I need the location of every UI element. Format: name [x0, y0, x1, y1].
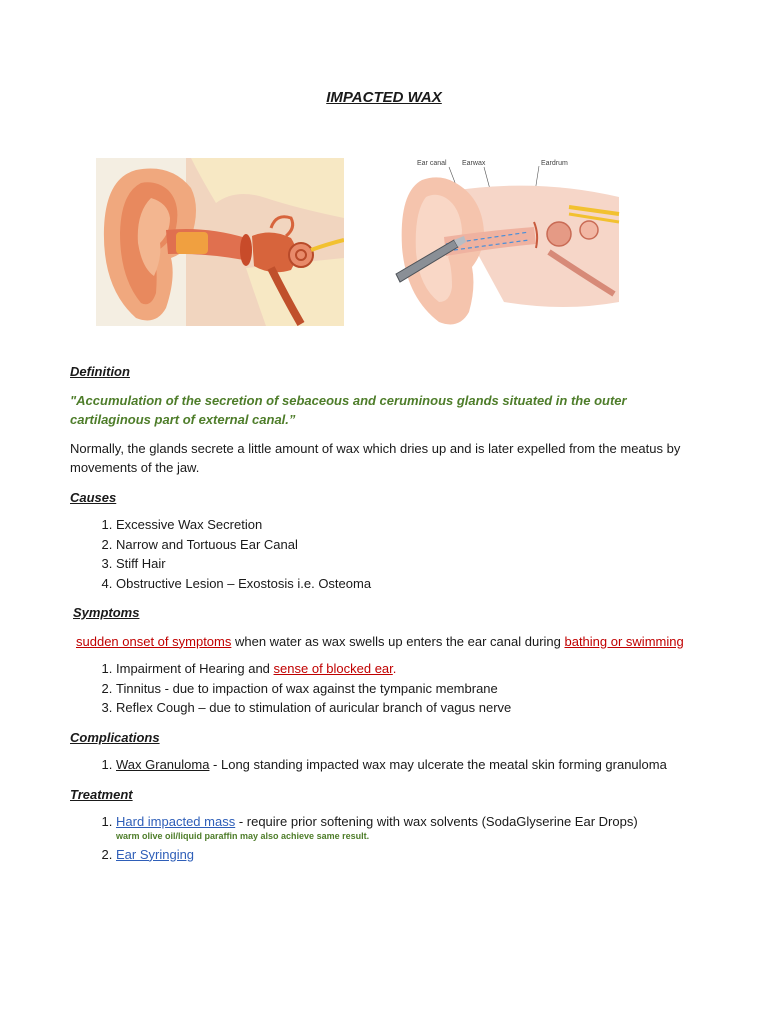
document-body [70, 362, 690, 864]
definition-quote: "Accumulation of the secretion of sebaceous and ceruminous glands situated in the outer cartilaginous part of external canal.” [70, 392, 627, 427]
symptoms-heading: Symptoms [73, 605, 140, 620]
treatment-heading: Treatment [70, 786, 133, 802]
label-ear-canal: Ear canal [417, 160, 447, 167]
symptoms-list [70, 659, 690, 718]
treatment-note: warm olive oil/liquid paraffin may also achieve same result. [116, 830, 370, 841]
symptoms-intro: sudden onset of symptoms when water as wax swells up enters the ear canal during bathing or swimming [76, 633, 684, 649]
definition-heading: Definition [70, 364, 130, 379]
causes-list [70, 515, 690, 593]
list-item: 1. Wax Granuloma - Long standing impacted wax may ulcerate the meatal skin forming granuloma [116, 755, 690, 775]
list-item: 3. Stiff Hair [116, 554, 690, 574]
hard-impacted-mass-text: Hard impacted mass [116, 814, 236, 829]
ear-syringing-text: Ear Syringing [116, 846, 195, 862]
list-item: 2. Tinnitus - due to impaction of wax against the tympanic membrane [116, 679, 690, 699]
causes-heading: Causes [70, 489, 117, 505]
list-item: 2. Narrow and Tortuous Ear Canal [116, 535, 690, 555]
definition-text: Normally, the glands secrete a little amount of wax which dries up and is later expelled from the meatus by movements of the jaw. [70, 440, 681, 475]
treatment-list [70, 812, 690, 864]
label-earwax: Earwax [462, 160, 486, 167]
label-eardrum: Eardrum [541, 160, 568, 167]
list-item: 1. Impairment of Hearing and sense of blocked ear. [116, 659, 690, 679]
list-item: 3. Reflex Cough – due to stimulation of auricular branch of vagus nerve [116, 698, 690, 718]
wax-granuloma-term: Wax Granuloma [116, 757, 210, 772]
list-item: 1. Hard impacted mass - require prior softening with wax solvents (SodaGlyserine Ear Drops) warm olive oil/liquid paraffin may also achieve same result. [116, 812, 690, 842]
symptoms-onset-link: sudden onset of symptoms [76, 633, 232, 649]
list-item [116, 845, 690, 865]
bathing-link: bathing or swimming [564, 633, 684, 649]
complications-list [70, 755, 690, 775]
complications-heading: Complications [70, 729, 160, 745]
ear-anatomy-illustration [96, 158, 344, 326]
list-item: 1. Excessive Wax Secretion [116, 515, 690, 535]
blocked-ear-text: sense of blocked ear [273, 661, 393, 676]
ear-cleaning-diagram [384, 152, 624, 332]
list-item: 4. Obstructive Lesion – Exostosis i.e. Osteoma [116, 574, 690, 594]
page-title: IMPACTED WAX [326, 89, 442, 106]
